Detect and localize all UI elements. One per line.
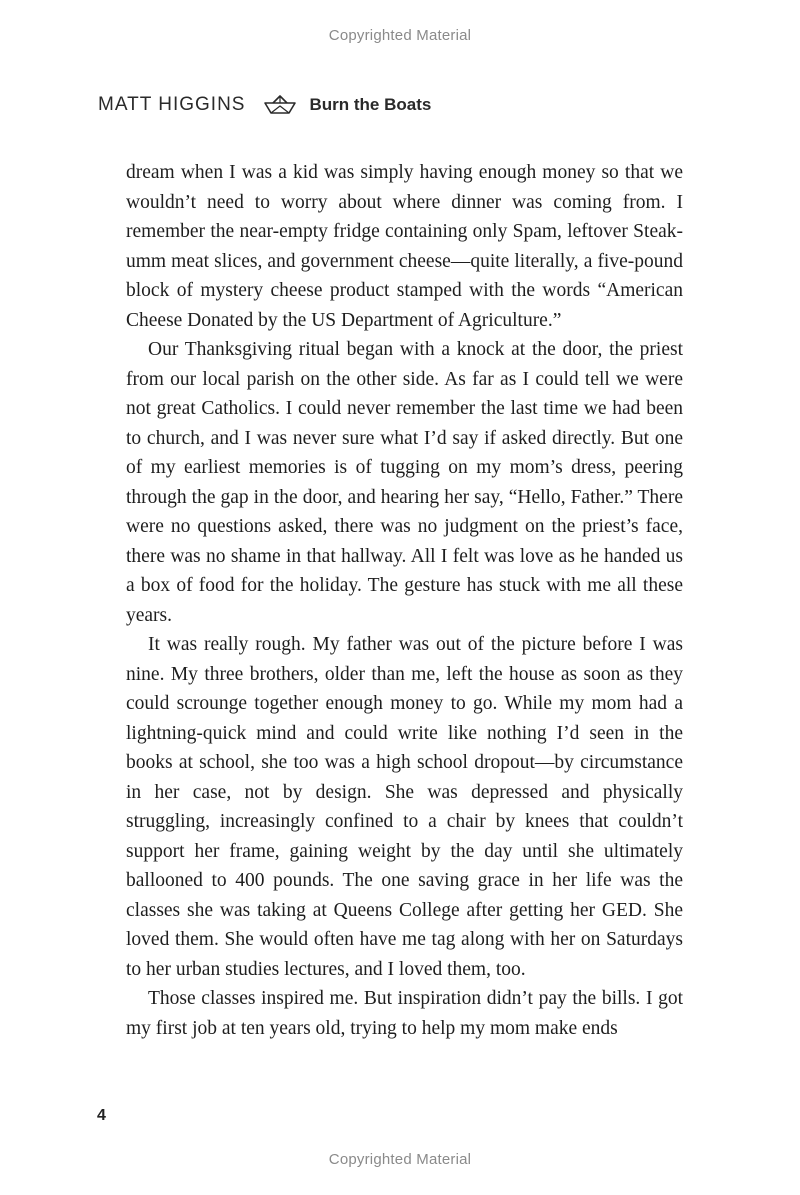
running-head-author: MATT HIGGINS: [98, 94, 246, 115]
body-text: [126, 158, 683, 1043]
copyright-watermark-top: Copyrighted Material: [328, 27, 472, 44]
paragraph: dream when I was a kid was simply having enough money so that we wouldn’t need to worry about where dinner was coming from. I remember the near-empty fridge containing only Spam, leftover Steak-umm meat slices, and government cheese—quite literally, a five-pound block of mystery cheese product stamped with the words “American Cheese Donated by the US Department of Agriculture.”: [126, 162, 683, 331]
running-head: [98, 90, 431, 120]
paper-boat-icon: [263, 94, 297, 116]
paragraph: Our Thanksgiving ritual began with a knock at the door, the priest from our local parish on the other side. As far as I could tell we were not great Catholics. I could never remember the last time we had been to church, and I was never sure what I’d say if asked directly. But one of my earliest memories is of tugging on my mom’s dress, peering through the gap in the door, and hearing her say, “Hello, Father.” There were no questions asked, there was no judgment on the priest’s face, there was no shame in that hallway. All I felt was love as he handed us a box of food for the holiday. The gesture has stuck with me all these years.: [126, 339, 683, 626]
running-head-title: Burn the Boats: [309, 95, 432, 114]
paragraph: It was really rough. My father was out of the picture before I was nine. My three brothers, older than me, left the house as soon as they could scrounge together enough money to go. While my mom had a lightning-quick mind and could write like nothing I’d seen in the books at school, she too was a high school dropout—by circumstance in her case, not by design. She was depressed and physically struggling, increasingly confined to a chair by knees that couldn’t support her frame, gaining weight by the day until she ultimately ballooned to 400 pounds. The one saving grace in her life was the classes she was taking at Queens College after getting her GED. She loved them. She would often have me tag along with her on Saturdays to her urban studies lectures, and I loved them, too.: [126, 634, 683, 980]
page-number: 4: [97, 1107, 106, 1124]
copyright-watermark-bottom: Copyrighted Material: [328, 1151, 472, 1168]
paragraph: Those classes inspired me. But inspiration didn’t pay the bills. I got my first job at ten years old, trying to help my mom make ends: [126, 988, 683, 1039]
